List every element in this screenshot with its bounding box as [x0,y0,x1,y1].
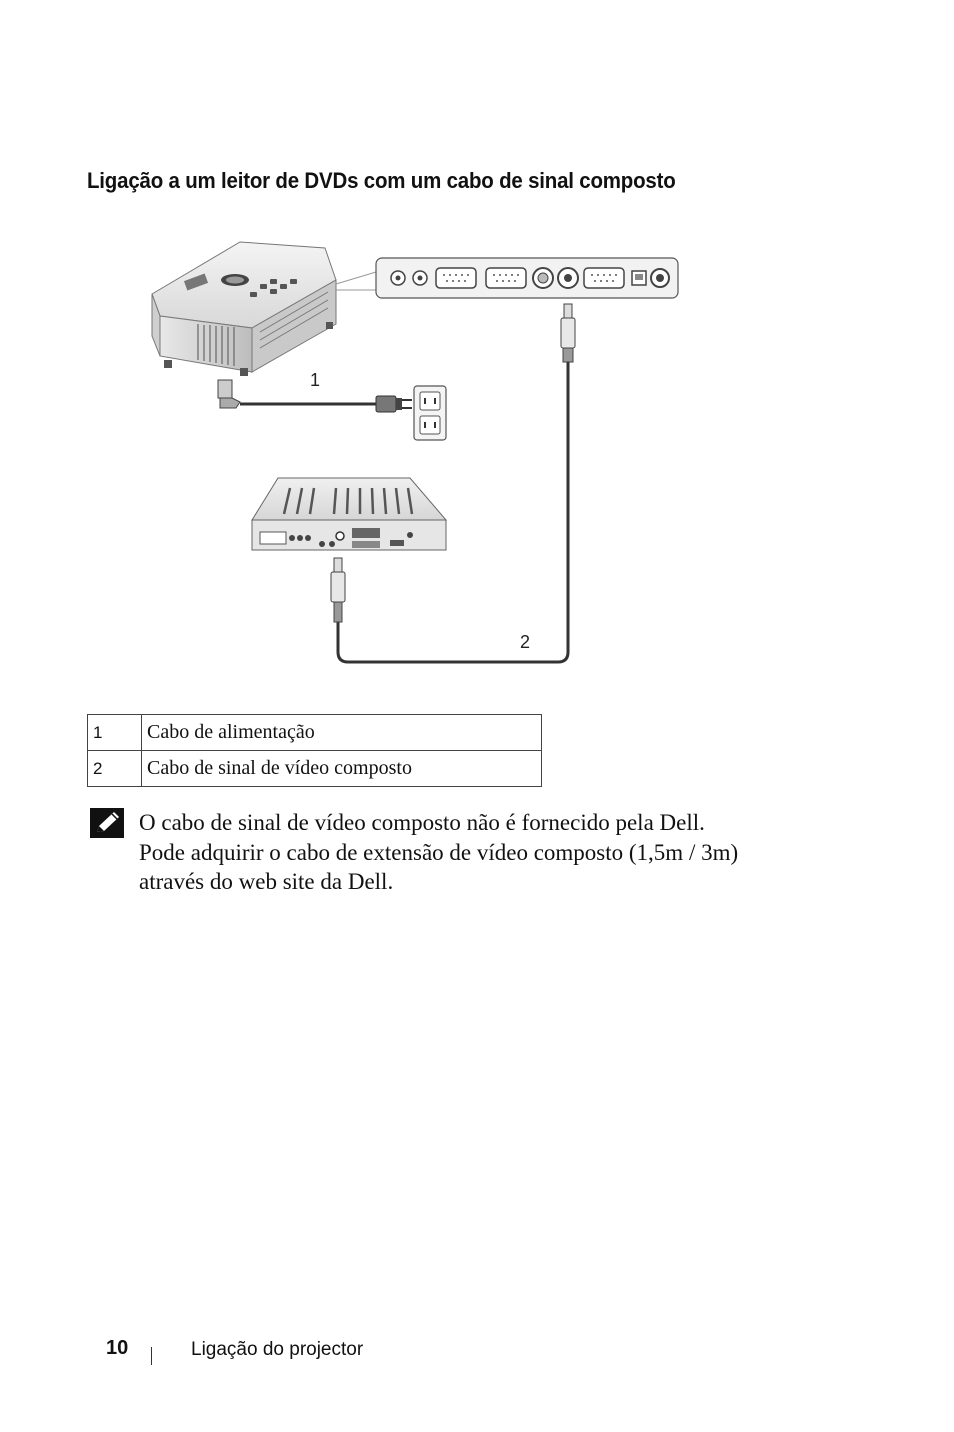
legend-description: Cabo de alimentação [142,715,542,751]
callout-1: 1 [310,370,321,390]
footer-divider [151,1347,152,1365]
section-heading: Ligação a um leitor de DVDs com um cabo de sinal composto [87,168,676,193]
legend-number: 1 [88,715,142,751]
footer-section-title: Ligação do projector [191,1339,364,1360]
note-line: através do web site da Dell. [139,869,394,894]
note-text [139,808,799,897]
note-line: O cabo de sinal de vídeo composto não é fornecido pela Dell. [139,810,705,835]
callout-2: 2 [520,632,531,652]
dvd-player [252,478,446,550]
page-number: 10 [106,1337,129,1359]
note-line: Pode adquirir o cabo de extensão de vídeo composto (1,5m / 3m) [139,839,739,865]
connection-diagram [140,232,700,672]
legend-number: 2 [88,751,142,787]
legend-description: Cabo de sinal de vídeo composto [142,751,542,787]
note-pencil-icon [90,808,124,838]
legend-table [87,714,542,787]
wall-outlet [414,386,446,440]
projector [152,242,336,376]
table-row [88,751,542,787]
table-row [88,715,542,751]
connector-panel [376,258,678,298]
